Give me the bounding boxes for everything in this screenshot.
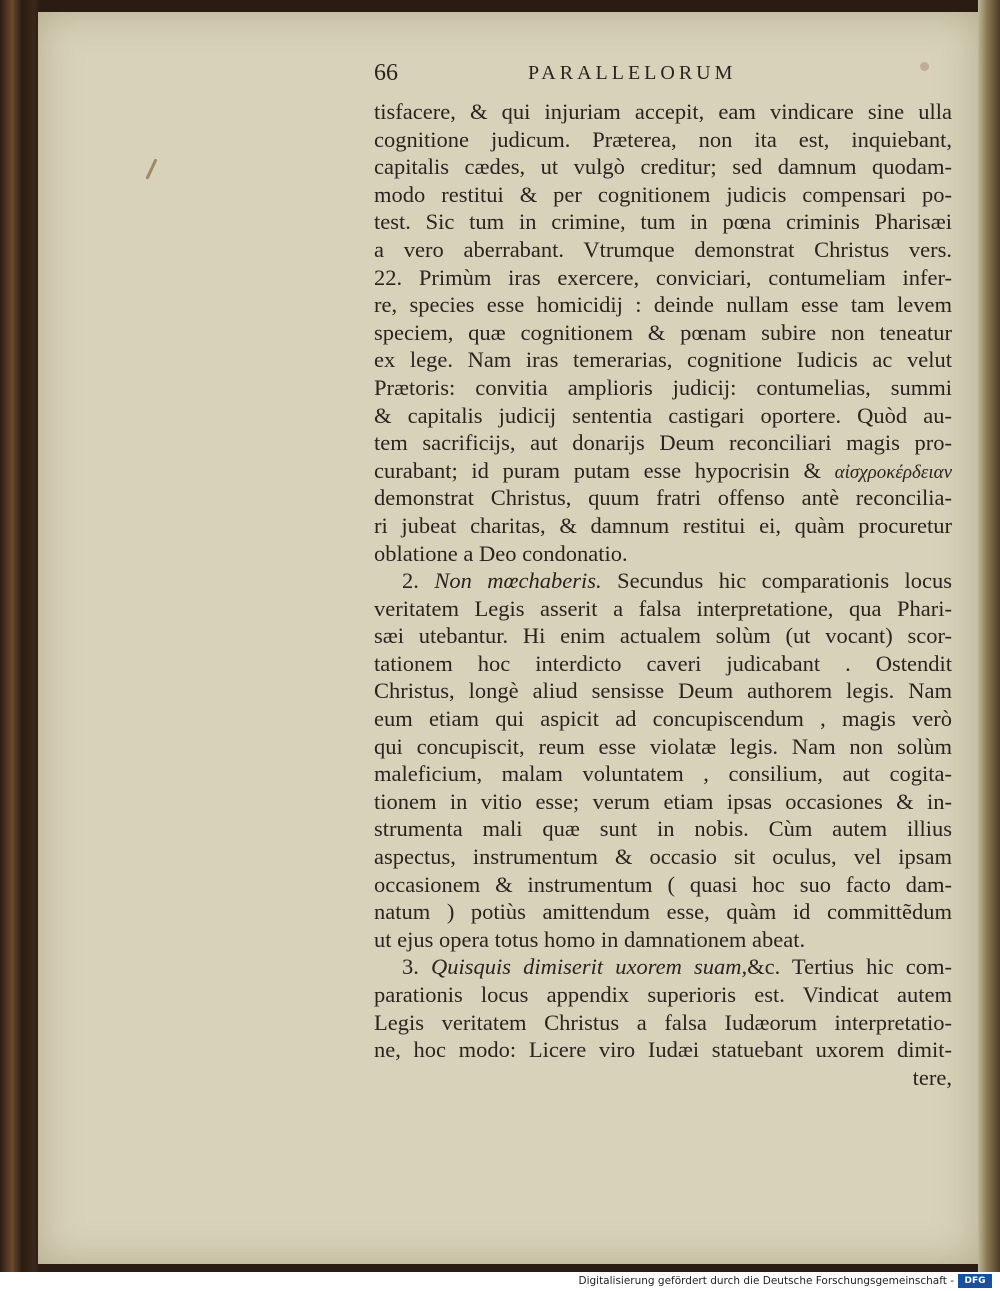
text-line: occasionem & instrumentum ( quasi hoc suo facto dam- xyxy=(374,871,952,897)
text-segment: &c. Tertius hic com- xyxy=(747,954,952,980)
text-line: tionem in vitio esse; verum etiam ipsas occasiones & in- xyxy=(374,788,952,814)
dfg-logo: DFG xyxy=(958,1274,992,1288)
greek-word: αἰσχροκέρδειαν xyxy=(834,461,953,483)
page-number: 66 xyxy=(374,60,398,86)
text-line: sæi utebantur. Hi enim actualem solùm (ut vocant) scor- xyxy=(374,623,952,649)
text-line: ri jubeat charitas, & damnum restitui ei, quàm procuretur xyxy=(374,512,952,538)
text-line: capitalis cædes, ut vulgò creditur; sed damnum quodam- xyxy=(374,154,952,180)
text-line: oblatione a Deo condonatio. xyxy=(374,540,628,566)
text-line: maleficium, malam voluntatem , consilium, aut cogita- xyxy=(374,761,952,787)
text-line: ne, hoc modo: Licere viro Iudæi statuebant uxorem dimit- xyxy=(374,1037,952,1063)
text-line: Christus, longè aliud sensisse Deum authorem legis. Nam xyxy=(374,678,952,704)
funding-credit: Digitalisierung gefördert durch die Deutsche Forschungsgemeinschaft - xyxy=(578,1275,954,1287)
stain-dot xyxy=(920,62,929,71)
text-line: veritatem Legis asserit a falsa interpretatione, qua Phari- xyxy=(374,595,952,621)
text-line: eum etiam qui aspicit ad concupiscendum , magis verò xyxy=(374,706,952,732)
text-line: strumenta mali quæ sunt in nobis. Cùm autem illius xyxy=(374,816,952,842)
text-line: & capitalis judicij sententia castigari oportere. Quòd au- xyxy=(374,402,952,428)
text-line: 22. Primùm iras exercere, conviciari, contumeliam infer- xyxy=(374,264,952,290)
text-line: ut ejus opera totus homo in damnationem abeat. xyxy=(374,926,806,952)
text-segment: curabant; id puram putam esse hypocrisin & xyxy=(374,457,821,483)
text-line-with-greek xyxy=(374,457,952,485)
section-number: 3. xyxy=(402,954,419,980)
catchword: tere, xyxy=(912,1064,952,1090)
page-header xyxy=(374,60,784,92)
text-line: cognitione judicum. Præterea, non ita est, inquiebant, xyxy=(374,126,952,152)
body-text xyxy=(374,98,952,1091)
book-edge xyxy=(978,0,1000,1272)
paragraph-start-2 xyxy=(374,567,952,595)
text-line: re, species esse homicidij : deinde nullam esse tam levem xyxy=(374,292,952,318)
text-line: Legis veritatem Christus a falsa Iudæorum interpretatio- xyxy=(374,1009,952,1035)
text-line: demonstrat Christus, quum fratri offenso antè reconcilia- xyxy=(374,485,952,511)
text-line: tationem hoc interdicto caveri judicabant . Ostendit xyxy=(374,650,952,676)
text-segment: Secundus hic comparationis locus xyxy=(617,568,953,594)
text-line: natum ) potiùs amittendum esse, quàm id committẽdum xyxy=(374,899,952,925)
text-line: Prætoris: convitia amplioris judicij: contumelias, summi xyxy=(374,374,952,400)
text-line: a vero aberrabant. Vtrumque demonstrat Christus vers. xyxy=(374,236,952,262)
text-line: speciem, quæ cognitionem & pœnam subire non teneatur xyxy=(374,319,952,345)
lemma: Quisquis dimiserit uxorem suam, xyxy=(430,954,748,980)
section-number: 2. xyxy=(402,568,419,594)
running-title: PARALLELORUM xyxy=(528,62,737,84)
text-line: parationis locus appendix superioris est. Vindicat autem xyxy=(374,982,952,1007)
text-line: modo restitui & per cognitionem judicis compensari po- xyxy=(374,181,952,207)
text-line: tisfacere, & qui injuriam accepit, eam vindicare sine ulla xyxy=(374,99,952,124)
text-line: tem sacrificijs, aut donarijs Deum reconciliari magis pro- xyxy=(374,430,952,456)
text-line: ex lege. Nam iras temerarias, cognitione Iudicis ac velut xyxy=(374,347,952,373)
text-line: test. Sic tum in crimine, tum in pœna criminis Pharisæi xyxy=(374,209,952,235)
lemma: Non mœchaberis. xyxy=(434,568,602,594)
text-line: qui concupiscit, reum esse violatæ legis. Nam non solùm xyxy=(374,733,952,759)
text-line: aspectus, instrumentum & occasio sit oculus, vel ipsam xyxy=(374,844,952,870)
paragraph-start-3 xyxy=(374,953,952,981)
